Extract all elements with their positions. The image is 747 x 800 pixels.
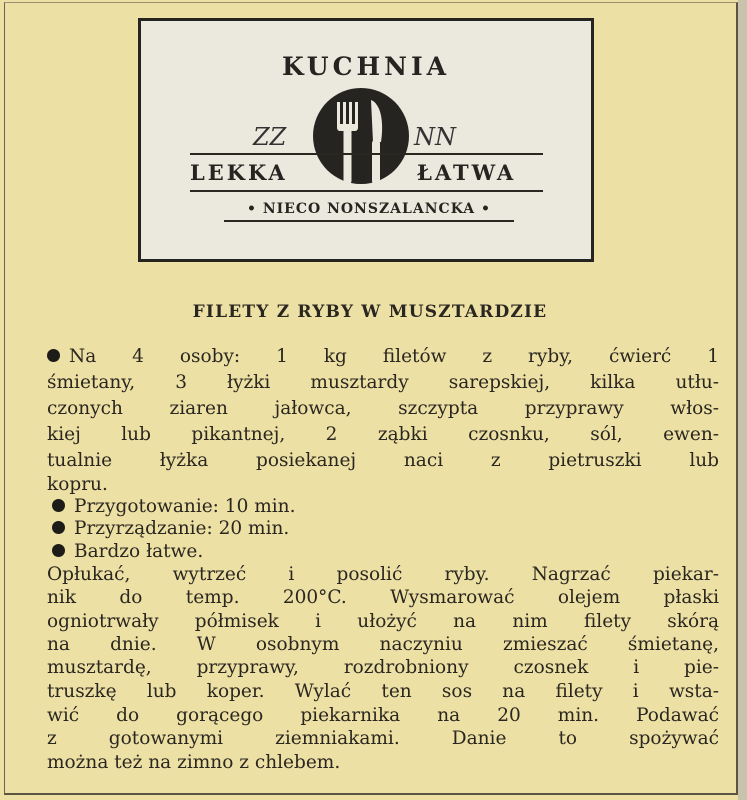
bullet-icon: [47, 349, 60, 362]
initials-left: ZZ: [253, 123, 287, 151]
header-rule-top: [190, 153, 543, 155]
instructions-line: na dnie. W osobnym naczyniu zmieszać śmietanę,: [47, 634, 719, 655]
ingredients-line: śmietany, 3 łyżki musztardy sarepskiej, kilka utłu-: [47, 372, 719, 393]
header-word-latwa: ŁATWA: [417, 160, 517, 185]
cook-time: Przyrządzanie: 20 min.: [52, 518, 724, 540]
ingredients-line: kopru.: [47, 474, 108, 495]
bullet-icon: [52, 544, 65, 557]
instructions-line: musztardę, przyprawy, rozdrobniony czosnek i pie-: [47, 657, 719, 678]
column-title-kuchnia: KUCHNIA: [281, 52, 451, 81]
header-rule-sub: [224, 220, 514, 222]
ingredients-line: Na 4 osoby: 1 kg filetów z ryby, ćwierć 1: [47, 346, 719, 368]
instructions-line: truszkę lub koper. Wylać ten sos na filety i wsta-: [47, 681, 719, 702]
instructions-line: można też na zimno z chlebem.: [47, 752, 341, 773]
ingredients-line: tualnie łyżka posiekanej naci z pietruszki lub: [47, 450, 719, 471]
instructions-line: wić do gorącego piekarnika na 20 min. Podawać: [47, 705, 719, 726]
instructions-line: Opłukać, wytrzeć i posolić ryby. Nagrzać piekar-: [47, 564, 719, 585]
instructions-line: z gotowanymi ziemniakami. Danie to spożywać: [47, 728, 719, 749]
header-word-lekka: LEKKA: [190, 160, 288, 185]
ingredients-line: czonych ziaren jałowca, szczypta przyprawy włos-: [47, 398, 719, 419]
instructions-line: nik do temp. 200°C. Wysmarować olejem płaski: [47, 587, 719, 608]
bullet-icon: [52, 499, 65, 512]
header-rule-bottom: [190, 190, 543, 192]
prep-time: Przygotowanie: 10 min.: [52, 496, 724, 518]
header-subtitle: • NIECO NONSZALANCKA •: [247, 201, 491, 217]
instructions-line: ogniotrwały półmisek i ułożyć na nim filety skórą: [47, 611, 719, 632]
difficulty: Bardzo łatwe.: [52, 541, 724, 563]
initials-right: NN: [414, 123, 456, 151]
scan-edge: [738, 0, 747, 800]
ingredients-line: kiej lub pikantnej, 2 ząbki czosnku, sól, ewen-: [47, 424, 719, 445]
recipe-title: FILETY Z RYBY W MUSZTARDZIE: [192, 302, 548, 322]
fork-and-knife-icon: [309, 84, 413, 188]
bullet-icon: [52, 521, 65, 534]
